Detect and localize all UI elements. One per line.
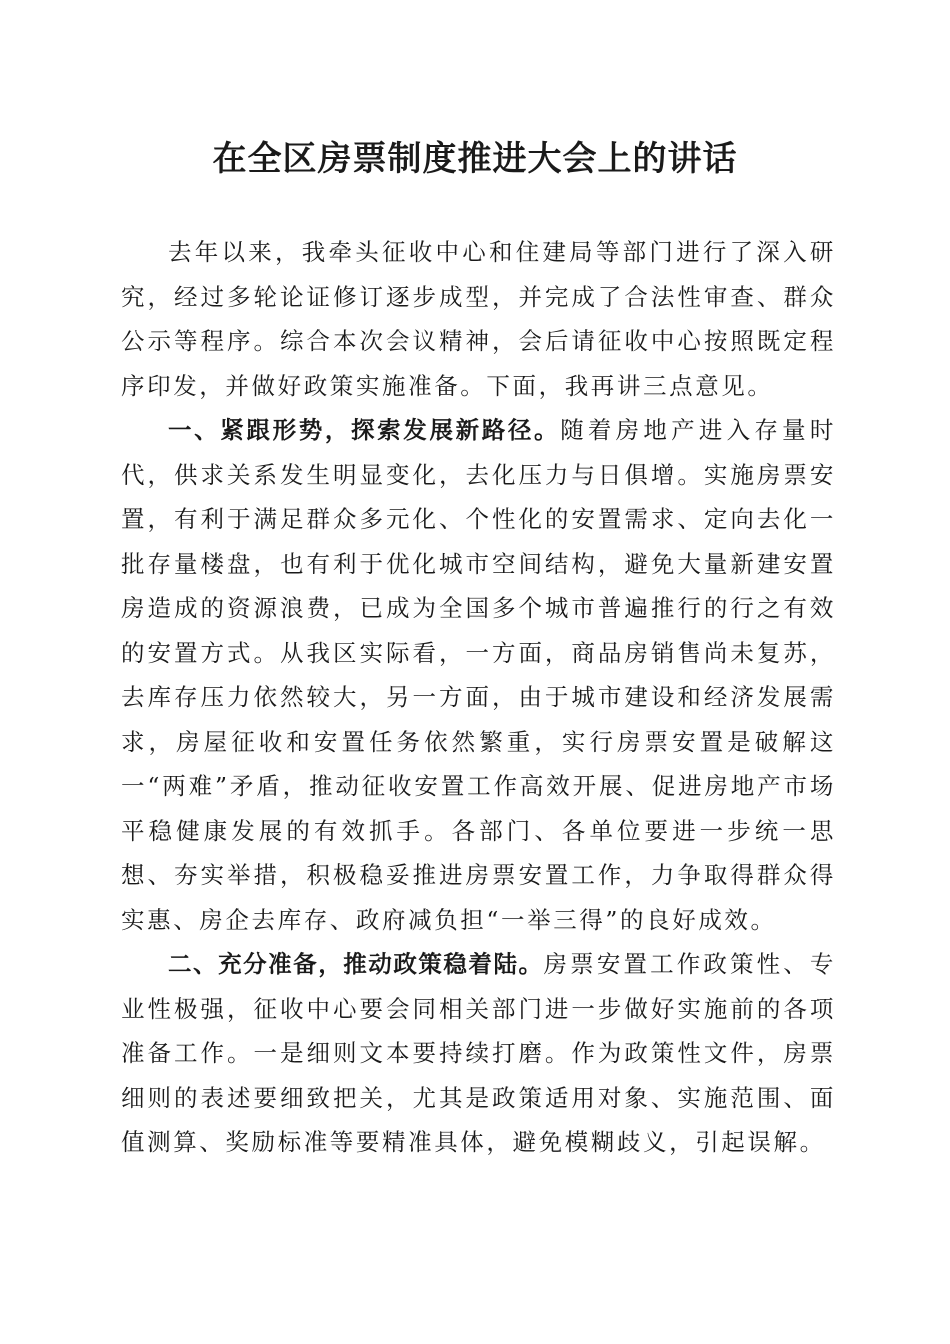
document-body bbox=[121, 230, 836, 1165]
point-two-heading: 二、充分准备，推动政策稳着陆。 bbox=[168, 950, 544, 978]
point-one-heading: 一、紧跟形势，探索发展新路径。 bbox=[168, 416, 561, 444]
document-title: 在全区房票制度推进大会上的讲话 bbox=[212, 139, 738, 179]
paragraph-point-two bbox=[121, 942, 836, 1165]
paragraph-intro-text: 去年以来，我牵头征收中心和住建局等部门进行了深入研究，经过多轮论证修订逐步成型，并完成了合法性审查、群众公示等程序。综合本次会议精神，会后请征收中心按照既定程序印发，并做好政策实施准备。下面，我再讲三点意见。 bbox=[121, 238, 836, 400]
point-one-text: 随着房地产进入存量时代，供求关系发生明显变化，去化压力与日俱增。实施房票安置，有利于满足群众多元化、个性化的安置需求、定向去化一批存量楼盘，也有利于优化城市空间结构，避免大量新建安置房造成的资源浪费，已成为全国多个城市普遍推行的行之有效的安置方式。从我区实际看，一方面，商品房销售尚未复苏，去库存压力依然较大，另一方面，由于城市建设和经济发展需求，房屋征收和安置任务依然繁重，实行房票安置是破解这一“两难”矛盾，推动征收安置工作高效开展、促进房地产市场平稳健康发展的有效抓手。各部门、各单位要进一步统一思想、夯实举措，积极稳妥推进房票安置工作，力争取得群众得实惠、房企去库存、政府减负担“一举三得”的良好成效。 bbox=[121, 416, 836, 934]
paragraph-intro bbox=[121, 230, 836, 408]
point-two-text: 房票安置工作政策性、专业性极强，征收中心要会同相关部门进一步做好实施前的各项准备工作。一是细则文本要持续打磨。作为政策性文件，房票细则的表述要细致把关，尤其是政策适用对象、实施范围、面值测算、奖励标准等要精准具体，避免模糊歧义，引起误解。 bbox=[121, 950, 837, 1156]
paragraph-point-one bbox=[121, 408, 836, 942]
